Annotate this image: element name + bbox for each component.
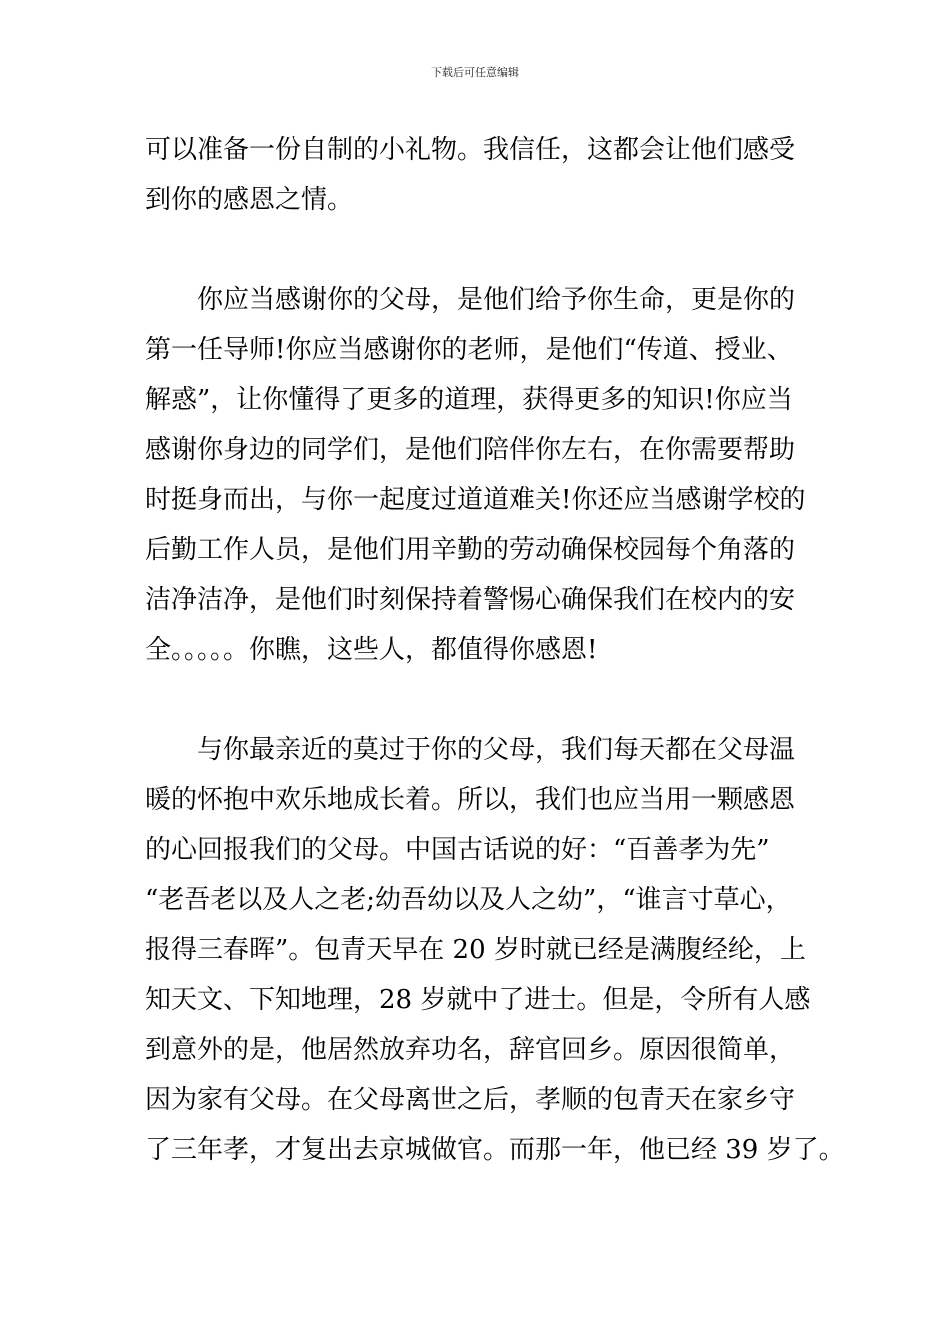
paragraph-2 [145,280,825,680]
text-line: 第一任导师!你应当感谢你的老师，是他们“传道、授业、 [145,335,793,365]
text-line: 的心回报我们的父母。中国古话说的好：“百善孝为先” [145,835,770,865]
text-line: 后勤工作人员，是他们用辛勤的劳动确保校园每个角落的 [145,535,796,565]
paragraph-gap [145,680,825,730]
text-line: 洁净洁净，是他们时刻保持着警惕心确保我们在校内的安 [145,585,796,615]
text-line: 感谢你身边的同学们，是他们陪伴你左右，在你需要帮助 [145,435,796,465]
text-line: “老吾老以及人之老;幼吾幼以及人之幼”，“谁言寸草心， [145,885,792,915]
text-line: 与你最亲近的莫过于你的父母，我们每天都在父母温 [197,735,796,765]
text-line: 报得三春晖”。包青天早在 20 岁时就已经是满腹经纶，上 [145,935,806,965]
paragraph-3 [145,730,845,1180]
text-line: 到意外的是，他居然放弃功名，辞官回乡。原因很简单， [145,1035,796,1065]
text-line: 了三年孝，才复出去京城做官。而那一年，他已经 39 岁了。 [145,1135,845,1165]
page-header: 下载后可任意编辑 [431,66,519,79]
text-line: 你应当感谢你的父母，是他们给予你生命，更是你的 [197,285,796,315]
text-line: 知天文、下知地理，28 岁就中了进士。但是，令所有人感 [145,985,811,1015]
text-line: 全。。。。。你瞧，这些人，都值得你感恩! [145,635,598,665]
document-body [145,130,845,1180]
text-line: 解惑”，让你懂得了更多的道理，获得更多的知识!你应当 [145,385,793,415]
paragraph-gap [145,230,825,280]
text-line: 到你的感恩之情。 [145,185,354,215]
paragraph-1 [145,130,825,230]
text-line: 时挺身而出，与你一起度过道道难关!你还应当感谢学校的 [145,485,806,515]
text-line: 因为家有父母。在父母离世之后，孝顺的包青天在家乡守 [145,1085,796,1115]
text-line: 可以准备一份自制的小礼物。我信任，这都会让他们感受 [145,135,796,165]
text-line: 暖的怀抱中欢乐地成长着。所以，我们也应当用一颗感恩 [145,785,796,815]
